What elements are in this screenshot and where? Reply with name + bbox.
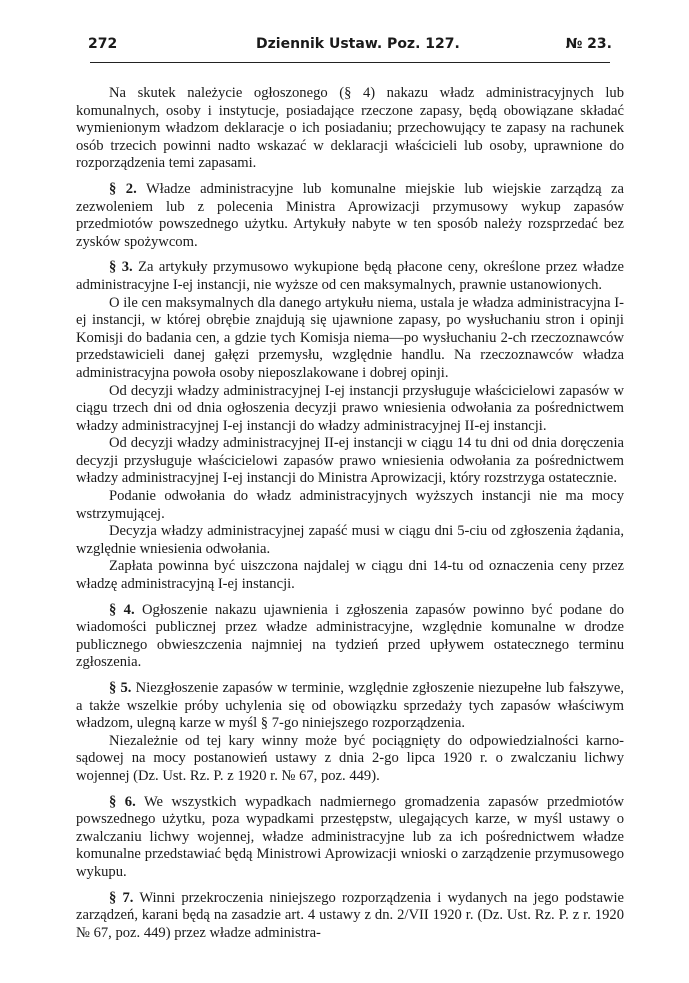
paragraph-section-2: § 2. Władze administracyjne lub komunalne miejskie lub wiejskie zarządzą za zezwoleniem lub z polecenia Ministra Aprowizacji przymusowy wykup zapasów przedmiotów powszednego użytku. Artykuły nabyte w ten sposób należy rozsprzedać bez zysków spożywcom. (76, 180, 624, 250)
body-text (76, 85, 624, 942)
page-header (88, 36, 612, 58)
paragraph: Od decyzji władzy administracyjnej I-ej instancji przysługuje właścicielowi zapasów w ciągu trzech dni od dnia ogłoszenia decyzji prawo wniesienia odwołania za pośrednictwem władzy administracyjnej I-ej instancji do władzy administracyjnej II-ej instancji. (76, 382, 624, 434)
paragraph-section-6: § 6. We wszystkich wypadkach nadmiernego gromadzenia zapasów przedmiotów powszednego użytku, poza wypadkami przestępstw, ulegających karze, w myśl ustawy o zwalczaniu lichwy wojennej, władze administracyjne lub za ich pośrednictwem władze komunalne przedstawiać będą Ministrowi Aprowizacji wnioski o zarządzenie przymusowego wykupu. (76, 793, 625, 880)
paragraph: Podanie odwołania do władz administracyjnych wyższych instancji nie ma mocy wstrzymującej. (76, 488, 624, 522)
journal-title: Dziennik Ustaw. Poz. 127. (256, 36, 460, 52)
paragraph-section-3: § 3. Za artykuły przymusowo wykupione będą płacone ceny, określone przez władze administracyjne I-ej instancji, nie wyższe od cen maksymalnych, prawnie ustanowionych. (76, 259, 625, 293)
paragraph-section-7: § 7. Winni przekroczenia niniejszego rozporządzenia i wydanych na jego podstawie zarządzeń, karani będą na zasadzie art. 4 ustawy z dn. 2/VII 1920 r. (Dz. Ust. Rz. P. z r. 1920 № 67, poz. 449) przez władze administra- (76, 889, 624, 941)
paragraph-section-4: § 4. Ogłoszenie nakazu ujawnienia i zgłoszenia zapasów powinno być podane do wiadomości publicznej przez władze administracyjne, względnie komunalne w drodze publicznego obwieszczenia najmniej na tydzień przed upływem ostatecznego terminu zgłoszenia. (76, 601, 625, 671)
issue-number: № 23. (565, 36, 612, 52)
paragraph-section-5: § 5. Niezgłoszenie zapasów w terminie, względnie zgłoszenie niezupełne lub fałszywe, a także wszelkie próby uchylenia się od obowiązku sprzedaży tych zapasów właściwym władzom, ulegną karze w myśl § 7-go niniejszego rozporządzenia. (76, 680, 624, 732)
section-mark: § 3. (109, 259, 133, 276)
paragraph: Na skutek należycie ogłoszonego (§ 4) nakazu władz administracyjnych lub komunalnych, osoby i instytucje, posiadające rzeczone zapasy, będą obowiązane składać wymienionym władzom deklaracje o ich posiadaniu; przechowujący te zapasy na rachunek osób trzecich powinni nadto wskazać w deklaracji właścicieli lub osoby, uprawnione do rozporządzenia temi zapasami. (76, 85, 624, 172)
paragraph: Niezależnie od tej kary winny może być pociągnięty do odpowiedzialności karno-sądowej na mocy postanowień ustawy z dnia 2-go lipca 1920 r. o zwalczaniu lichwy wojennej (Dz. Ust. Rz. P. z 1920 r. № 67, poz. 449). (76, 732, 624, 784)
section-mark: § 6. (109, 793, 136, 810)
page-number: 272 (88, 36, 118, 52)
section-mark: § 4. (109, 601, 135, 618)
paragraph: Decyzja władzy administracyjnej zapaść musi w ciągu dni 5-ciu od zgłoszenia żądania, względnie wniesienia odwołania. (76, 523, 624, 557)
paragraph: Zapłata powinna być uiszczona najdalej w ciągu dni 14-tu od oznaczenia ceny przez władzę administracyjną I-ej instancji. (76, 558, 624, 593)
section-mark: § 2. (109, 180, 137, 197)
section-mark: § 7. (109, 889, 134, 906)
paragraph: Od decyzji władzy administracyjnej II-ej instancji w ciągu 14 tu dni od dnia doręczenia decyzji przysługuje właścicielowi zapasów prawo wniesienia odwołania za pośrednictwem władzy administracyjnej I-ej instancji do Ministra Aprowizacji, który rozstrzyga ostatecznie. (76, 435, 624, 487)
section-mark: § 5. (109, 680, 132, 696)
header-rule (90, 62, 610, 63)
paragraph: O ile cen maksymalnych dla danego artykułu niema, ustala je władza administracyjna I-ej instancji, w której obrębie znajdują się ujawnione zapasy, po wysłuchaniu stron i opinji Komisji do badania cen, a gdzie tych Komisja niema—po wysłuchaniu 2-ch rzeczoznawców przedstawicieli danej gałęzi przemysłu, względnie handlu. Na rzeczoznawców władza administracyjna powoła osoby nieposzlakowane i dobrej opinji. (76, 294, 624, 381)
